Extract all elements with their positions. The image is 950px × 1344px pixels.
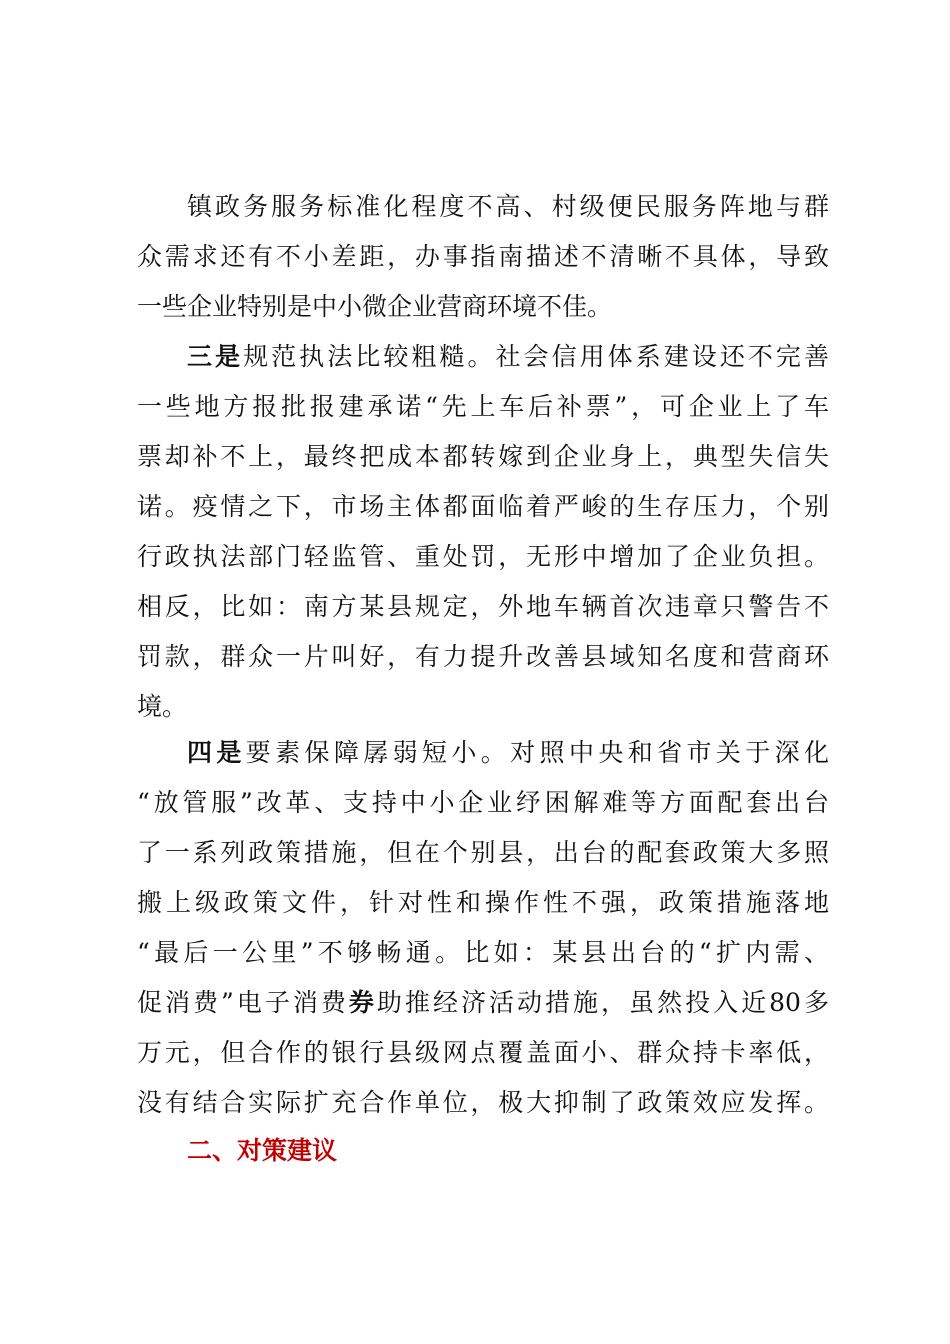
paragraph-lead: 四是 [187, 738, 246, 767]
paragraph-line: 票却补不上，最终把成本都转嫁到企业身上，典型失信失 [137, 442, 829, 471]
paragraph-line [137, 332, 829, 382]
paragraph-line [137, 978, 829, 1028]
paragraph-line: 了一系列政策措施，但在个别县，出台的配套政策大多照 [137, 838, 829, 867]
paragraph-line: 没有结合实际扩充合作单位，极大抑制了政策效应发挥。 [137, 1088, 829, 1117]
paragraph-lead-rest: 规范执法比较粗糙。社会信用体系建设还不完善 [243, 342, 829, 371]
paragraph-factor-guarantee [137, 728, 829, 1128]
paragraph-line: 行政执法部门轻监管、重处罚，无形中增加了企业负担。 [137, 542, 829, 571]
paragraph-line: 境。 [137, 692, 188, 721]
paragraph-line: 罚款，群众一片叫好，有力提升改善县域知名度和营商环 [137, 642, 829, 671]
paragraph-line: 一些地方报批报建承诺“先上车后补票”，可企业上了车 [137, 392, 829, 421]
line-text: 促消费”电子消费 [137, 988, 349, 1017]
paragraph-lead: 三是 [187, 342, 244, 371]
paragraph-line: 万元，但合作的银行县级网点覆盖面小、群众持卡率低， [137, 1038, 829, 1067]
paragraph-service-standard [137, 182, 829, 332]
paragraph-law-enforcement [137, 332, 829, 732]
paragraph-line: 相反，比如：南方某县规定，外地车辆首次违章只警告不 [137, 592, 829, 621]
paragraph-line: “放管服”改革、支持中小企业纾困解难等方面配套出台 [137, 788, 829, 817]
paragraph-line [137, 728, 829, 778]
paragraph-line: “最后一公里”不够畅通。比如：某县出台的“扩内需、 [137, 938, 829, 967]
line-text: 助推经济活动措施，虽然投入近80多 [376, 988, 829, 1017]
section-heading: 二、对策建议 [187, 1136, 338, 1165]
emphasized-char: 券 [348, 988, 377, 1017]
paragraph-line: 搬上级政策文件，针对性和操作性不强，政策措施落地 [137, 888, 829, 917]
paragraph-line: 一些企业特别是中小微企业营商环境不佳。 [137, 292, 613, 321]
paragraph-lead-rest: 要素保障孱弱短小。对照中央和省市关于深化 [245, 738, 829, 767]
paragraph-line: 镇政务服务标准化程度不高、村级便民服务阵地与群 [187, 192, 829, 221]
paragraph-line: 众需求还有不小差距，办事指南描述不清晰不具体，导致 [137, 242, 829, 271]
paragraph-line: 诺。疫情之下，市场主体都面临着严峻的生存压力，个别 [137, 492, 829, 521]
